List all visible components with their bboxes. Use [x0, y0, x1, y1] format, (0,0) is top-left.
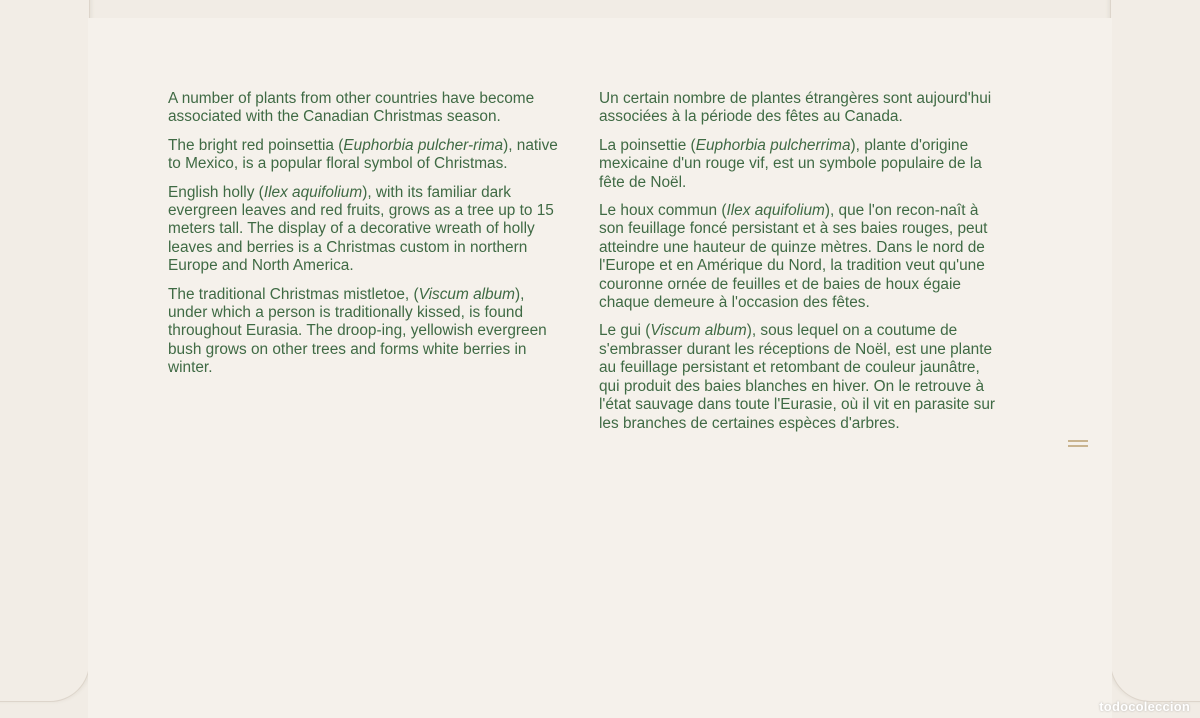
english-paragraph-1: A number of plants from other countries have become associated with the Canadian Christmas season.: [168, 90, 535, 126]
watermark-text: todocoleccion: [1099, 699, 1190, 714]
text-run: ), plante d'origine mexicaine d'un rouge vif, est un symbole populaire de la fête de Noël.: [599, 136, 982, 191]
envelope-left-flap: [0, 0, 90, 702]
text-run: The traditional Christmas mistletoe, (: [168, 285, 419, 303]
text-run: ), sous lequel on a coutume de s'embrasser durant les réceptions de Noël, est une plante au feuillage persistant et retombant de couleur jaunâtre, qui produit des baies blanches en hiver. On le retrouve à l'état sauvage dans toute l'Eurasie, où il vit en parasite sur les branches de certaines espèces d'arbres.: [599, 322, 996, 432]
text-run: ), with its familiar dark evergreen leaves and red fruits, grows as a tree up to 15 meters tall. The display of a decorative wreath of holly leaves and berries is a Christmas custom in northern Europe and North America.: [168, 183, 554, 275]
text-run: Le gui (: [599, 322, 651, 340]
english-paragraph-2: [168, 137, 568, 174]
text-run: ), native to Mexico, is a popular floral symbol of Christmas.: [168, 136, 558, 173]
text-run: ), que l'on recon-naît à son feuillage foncé persistant et à ses baies rouges, peut atteindre une hauteur de quinze mètres. Dans le nord de l'Europe et en Amérique du Nord, la tradition veut qu'une couronne ornée de feuilles et de baies de houx égaie chaque demeure à l'occasion des fêtes.: [599, 202, 988, 312]
french-paragraph-4: [599, 322, 999, 432]
botanical-name: Ilex aquifolium: [726, 202, 825, 220]
envelope-right-flap: [1110, 0, 1200, 702]
english-text-column: [168, 90, 568, 388]
french-paragraph-1: Un certain nombre de plantes étrangères sont aujourd'hui associées à la période des fêtes au Canada.: [599, 90, 992, 126]
paper-mark: [1068, 440, 1088, 452]
text-run: English holly (: [168, 183, 264, 201]
text-run: ), under which a person is traditionally kissed, is found throughout Eurasia. The droop-ing, yellowish evergreen bush grows on other trees and forms white berries in winter.: [168, 285, 547, 377]
botanical-name: Viscum album: [650, 322, 747, 340]
botanical-name: Euphorbia pulcherrima: [695, 136, 851, 154]
text-run: The bright red poinsettia (: [168, 136, 344, 154]
botanical-name: Ilex aquifolium: [263, 183, 363, 201]
botanical-name: Viscum album: [418, 285, 515, 303]
text-run: Le houx commun (: [599, 202, 727, 220]
english-paragraph-3: [168, 184, 568, 276]
english-paragraph-4: [168, 286, 568, 378]
french-paragraph-3: [599, 202, 999, 312]
text-run: La poinsettie (: [599, 136, 696, 154]
botanical-name: Euphorbia pulcher-rima: [343, 136, 504, 154]
french-paragraph-2: [599, 137, 999, 192]
french-text-column: [599, 90, 999, 443]
